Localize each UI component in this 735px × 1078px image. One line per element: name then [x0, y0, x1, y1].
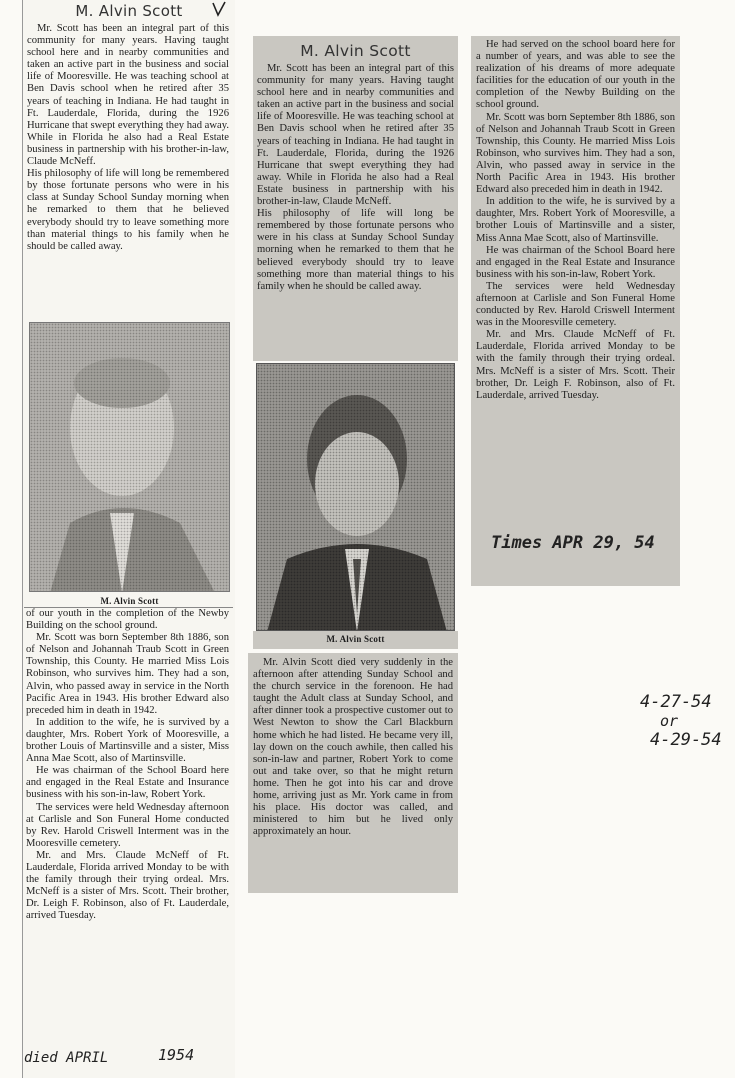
handwritten-died-note: died APRIL — [24, 1050, 109, 1066]
check-mark-icon — [210, 0, 228, 18]
handwritten-source-date: Times APR 29, 54 — [491, 533, 655, 553]
left-paragraph: Mr. Scott was born September 8th 1886, son of Nelson and Johannah Traub Scott in Green Township, this County. He married Miss Lois Robinson, who survives him. They had a son, Alvin, who passed away in service in the North Pacific Area in 1943. His brother Edward also preceded him in death in 1942. — [26, 632, 229, 716]
middle-article — [253, 60, 458, 293]
left-headline: M. Alvin Scott — [75, 2, 183, 20]
left-paragraph: of our youth in the completion of the Newby Building on the school ground. — [26, 608, 229, 632]
right-paragraph: In addition to the wife, he is survived by a daughter, Mrs. Robert York of Mooresville, a brother Louis of Martinsville and a sister, Miss Anna Mae Scott, also of Martinsville. — [476, 196, 675, 244]
left-paragraph: In addition to the wife, he is survived by a daughter, Mrs. Robert York of Mooresville, a brother Louis of Martinsville and a sister, Miss Anna Mae Scott, also of Martinsville. — [26, 716, 229, 765]
left-paragraph: The services were held Wednesday afternoon at Carlisle and Son Funeral Home conducted by Rev. Harold Criswell Interment was in the Mooresville cemetery. — [26, 801, 229, 849]
right-paragraph: He had served on the school board here for a number of years, and was able to see the realization of his dreams of more adequate facilities for the education of our youth in the completion of the Newby Building on the school ground. — [476, 39, 675, 111]
left-paragraph: Mr. and Mrs. Claude McNeff of Ft. Lauderdale, Florida arrived Monday to be with the family through their trying ordeal. Mrs. McNeff is a sister of Mrs. Scott. Their brother, Dr. Leigh F. Robinson, also of Ft. Lauderdale, arrived Tuesday. — [26, 849, 229, 922]
left-portrait-image — [30, 323, 230, 592]
middle-caption-bar — [253, 631, 458, 649]
middle-headline: M. Alvin Scott — [300, 42, 411, 60]
left-paragraph: He was chairman of the School Board here and engaged in the Real Estate and Insurance business with his son-in-law, Robert York. — [26, 765, 229, 801]
left-clipping-continued — [22, 608, 235, 1048]
left-article-top — [23, 20, 235, 253]
handwritten-year: 1954 — [158, 1046, 195, 1064]
middle-lower-clipping — [248, 653, 458, 893]
handwritten-date-2: 4-29-54 — [650, 730, 722, 750]
left-paragraph: His philosophy of life will long be remembered by those fortunate persons who were in his class at Sunday School Sunday morning when he remarked to them that he believed everybody should try to leave something more than material things to his family when he should be called away. — [27, 168, 229, 252]
middle-portrait-image — [257, 364, 455, 631]
middle-lower-article — [248, 653, 458, 838]
left-photo-caption: M. Alvin Scott — [100, 596, 159, 606]
right-article — [471, 36, 680, 402]
handwritten-date-or: or — [660, 712, 679, 730]
right-paragraph: The services were held Wednesday afternoon at Carlisle and Son Funeral Home conducted by Rev. Harold Criswell Interment was in the Mooresville cemetery. — [476, 280, 675, 329]
middle-clipping — [253, 36, 458, 361]
left-article-bottom — [22, 608, 235, 922]
left-paragraph: Mr. Scott has been an integral part of this community for many years. Having taught school here and in nearby communities and taken an active part in the business and social life of Mooresville. He was teaching school at Ben Davis school when he retired after 35 years of teaching in Indiana. He had taught in Ft. Lauderdale, Florida, during the 1926 Hurricane that swept everything they had away. While in Florida he also had a Real Estate business in partnership with his brother-in-law, Claude McNeff. — [27, 23, 229, 168]
middle-photo-caption: M. Alvin Scott — [326, 634, 385, 644]
middle-paragraph: His philosophy of life will long be remembered by those fortunate persons who were in his class at Sunday School Sunday morning when he remarked to them that he believed everybody should try to leave something more than material things to his family when he should be called away. — [257, 208, 454, 292]
left-portrait-photo — [29, 322, 230, 592]
middle-paragraph: Mr. Scott has been an integral part of this community for many years. Having taught school here and in nearby communities and taken an active part in the business and social life of Mooresville. He was teaching school at Ben Davis school when he retired after 35 years of teaching in Indiana. He had taught in Ft. Lauderdale, Florida, during the 1926 Hurricane that swept everything they had away. While in Florida he also had a Real Estate business in partnership with his brother-in-law, Claude McNeff. — [257, 63, 454, 208]
right-paragraph: Mr. Scott was born September 8th 1886, son of Nelson and Johannah Traub Scott in Green Township, this County. He married Miss Lois Robinson, who survives him. They had a son, Alvin, who passed away in service in the North Pacific Area in 1943. His brother Edward also preceded him in death in 1942. — [476, 111, 675, 196]
middle-lower-paragraph: Mr. Alvin Scott died very suddenly in the afternoon after attending Sunday School and the church service in the forenoon. He had taught the Adult class at Sunday School, and after dinner took a prospective customer out to West Newton to show the Carl Blackburn home which he had listed. He became very ill, lay down on the couch awhile, then called his son-in-law and partner, Robert York to come out and take over, so that he might return home. Then he got into his car and drove home, arriving just as Mr. York came in from his place. His doctor was called, and ministered to him but he lived only approximately an hour. — [253, 657, 453, 838]
right-paragraph: Mr. and Mrs. Claude McNeff of Ft. Lauderdale, Florida arrived Monday to be with the family through their trying ordeal. Mrs. McNeff is a sister of Mrs. Scott. Their brother, Dr. Leigh F. Robinson, also of Ft. Lauderdale, arrived Tuesday. — [476, 329, 675, 401]
handwritten-date-1: 4-27-54 — [640, 692, 712, 712]
right-clipping — [471, 36, 680, 586]
right-paragraph: He was chairman of the School Board here and engaged in the Real Estate and Insurance business with his son-in-law, Robert York. — [476, 244, 675, 280]
middle-portrait-photo — [256, 363, 455, 631]
